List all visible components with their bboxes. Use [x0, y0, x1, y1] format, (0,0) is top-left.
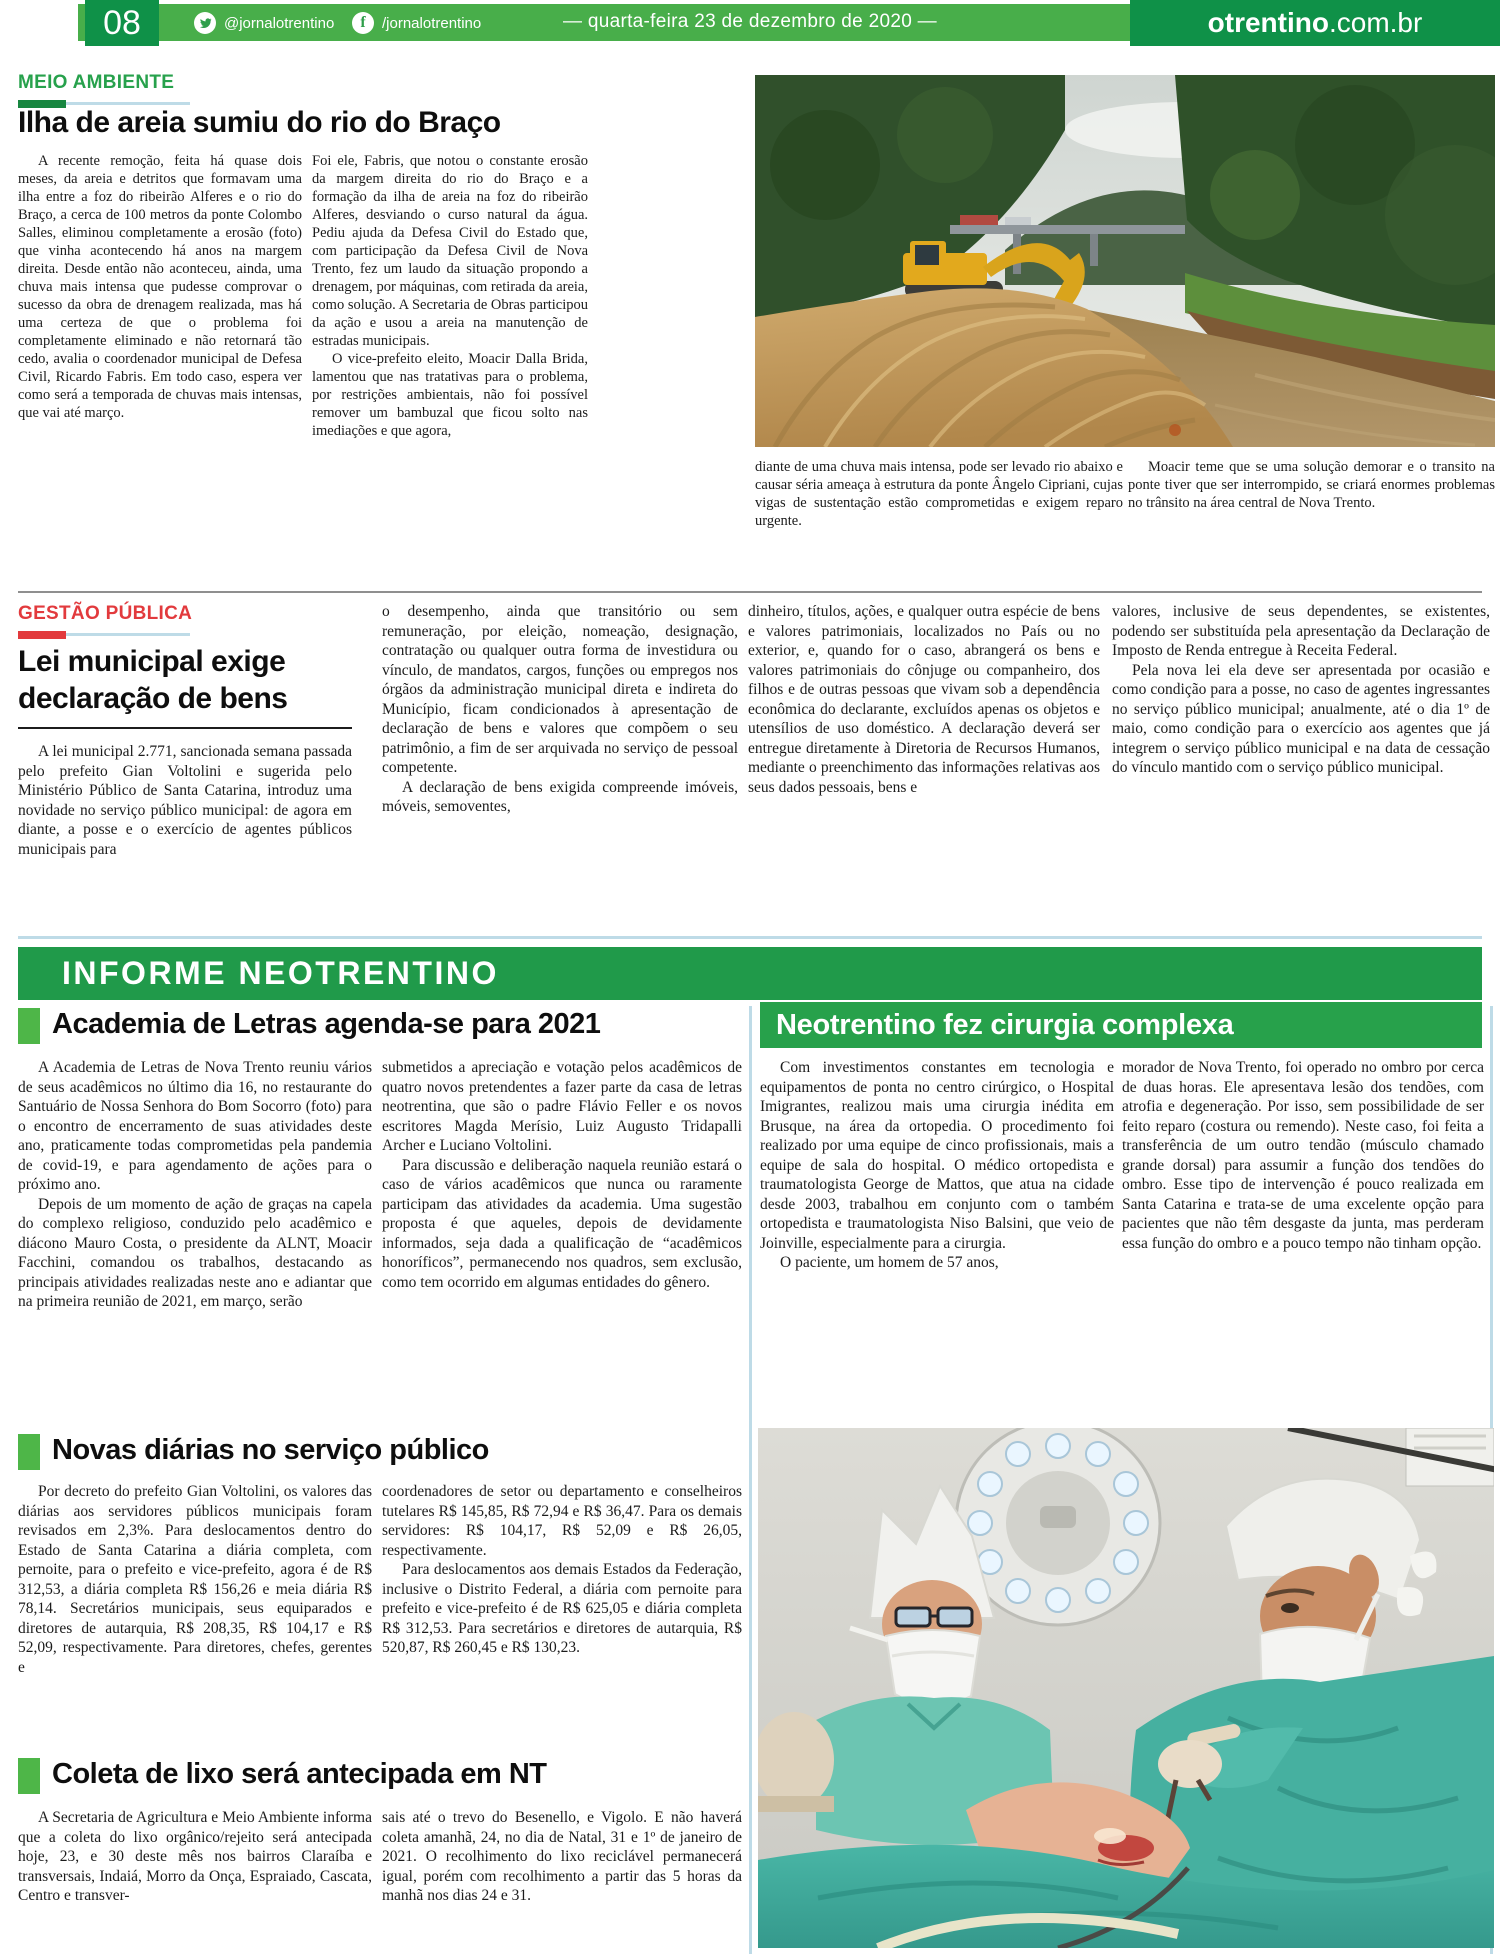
- body-paragraph: A Academia de Letras de Nova Trento reuniu vários de seus acadêmicos no último dia 16, no restaurante do Santuário de Nossa Senhora do Bom Socorro (foto) para o encontro de encerramento de suas atividades deste ano, praticamente todas comprometidas pela pandemia de covid-19, e para agendamento de ações para o próximo ano.: [18, 1059, 372, 1193]
- kicker-bar-line: [66, 633, 190, 636]
- edition-dateline: — quarta-feira 23 de dezembro de 2020 —: [563, 11, 937, 32]
- body-paragraph: O paciente, um homem de 57 anos,: [780, 1254, 999, 1271]
- facebook-handle: /jornalotrentino: [382, 15, 482, 32]
- cirurgia-column-2: [1122, 1058, 1484, 1420]
- body-paragraph: Por decreto do prefeito Gian Voltolini, os valores das diárias aos servidores públicos municipais foram revisados em 2,3%. Para deslocamentos dentro do Estado de Santa Catarina a diária completa, com pernoite, para o prefeito e vice-prefeito, agora é de R$ 312,53, a diária completa R$ 156,26 e meia diária R$ 78,14. Secretários municipais, seus equiparados e diretores de autarquia, R$ 208,35, R$ 104,17 e R$ 52,09, respectivamente. Para diretores, chefes, gerentes e: [18, 1483, 372, 1676]
- body-paragraph: Pela nova lei ela deve ser apresentada por ocasião e como condição para a posse, no caso de agentes ingressantes no serviço público municipal; anualmente, até o dia 1º de maio, como condição para o exercício aos agentes que já integrem o serviço público municipal e na data de cessação do vínculo mantido com o serviço público municipal.: [1112, 661, 1490, 776]
- coleta-column-1: [18, 1808, 372, 1954]
- body-paragraph: diante de uma chuva mais intensa, pode ser levado rio abaixo e causar séria ameaça à estrutura da ponte Ângelo Cipriani, cujas vigas de sustentação estão comprometidas e exigem reparo urgente.: [755, 459, 1123, 529]
- body-paragraph: A Secretaria de Agricultura e Meio Ambiente informa que a coleta do lixo orgânico/rejeito será antecipada hoje, 23, e 30 deste mês nos bairros Claraíba e transversais, Indaiá, Morro da Onça, Espraiado, Cascata, Centro e transver-: [18, 1809, 372, 1904]
- article1-column-4: [1128, 458, 1495, 580]
- body-paragraph: A declaração de bens exigida compreende imóveis, móveis, semoventes,: [382, 778, 738, 815]
- body-paragraph: A recente remoção, feita há quase dois meses, da areia e detritos que formavam uma ilha entre a foz do ribeirão Alferes e o rio do Braço, a cerca de 100 metros da ponte Colombo Salles, eliminou completamente a erosão (foto) que vinha acontecendo há anos na margem direita. Desde então não aconteceu, ainda, uma chuva mais intensa que pudesse comprovar o sucesso da obra de drenagem realizada, mas há uma certeza de que o problema foi completamente eliminado e não retornará tão cedo, avalia o coordenador municipal de Defesa Civil, Ricardo Fabris. Em todo caso, espera ver como será a temporada de chuvas mais intensas, que vai até março.: [18, 153, 302, 421]
- site-logo-bold: otrentino: [1207, 7, 1329, 38]
- twitter-icon: [194, 12, 216, 34]
- body-paragraph: dinheiro, títulos, ações, e qualquer outra espécie de bens e valores patrimoniais, localizados no País ou no exterior, e, quando for o caso, abrangerá os bens e valores patrimoniais do cônjuge ou companheiro, dos filhos e de outras pessoas que vivam sob a dependência econômica do declarante, excluídos apenas os objetos e utensílios de uso doméstico. A declaração deverá ser entregue diretamente à Diretoria de Recursos Humanos, mediante o preenchimento das informações relativas aos seus dados pessoais, bens e: [748, 603, 1100, 796]
- body-paragraph: Depois de um momento de ação de graças na capela do complexo religioso, conduzido pelo acadêmico e diácono Mauro Costa, o presidente da ALNT, Moacir Facchini, comandou os trabalhos, destacando as principais atividades realizadas neste ano e adiantar que na primeira reunião de 2021, em março, serão: [18, 1195, 372, 1310]
- body-paragraph: Foi ele, Fabris, que notou o constante erosão da margem direita do rio do Braço e a formação da ilha de areia na foz do ribeirão Alferes, desviando o curso natural da água. Pediu ajuda da Defesa Civil do Estado que, com participação da Defesa Civil de Nova Trento, fez um laudo da situação propondo a drenagem, por máquinas, com retirada da areia, como solução. A Secretaria de Obras participou da ação e usou a areia na manutenção de estradas municipais.: [312, 153, 588, 349]
- article2-column-1: [18, 742, 352, 932]
- diarias-column-1: [18, 1482, 372, 1752]
- site-logo: [1130, 0, 1500, 46]
- article2-column-3: [748, 602, 1100, 932]
- cirurgia-column-1: [760, 1058, 1114, 1420]
- column-divider-line: [749, 1006, 752, 1954]
- kicker-bar-red: [18, 631, 66, 639]
- facebook-icon: f: [352, 12, 374, 34]
- body-paragraph: O vice-prefeito eleito, Moacir Dalla Brida, lamentou que nas tratativas para o problema, por restrições ambientais, não foi possível remover um bambuzal que ficou solto nas imediações e que agora,: [312, 351, 588, 439]
- body-paragraph: morador de Nova Trento, foi operado no ombro por cerca de duas horas. Ele apresentava lesão dos tendões, com atrofia e degeneração. Por isso, sem possibilidade de ser feito reparo (costura ou remendo). Neste caso, foi feita a transferência de um outro tendão (músculo chamado grande dorsal) para assumir a função dos tendões do ombro. Esse tipo de intervenção é pouco realizada em Santa Catarina e trata-se de uma excelente opção para pacientes que não têm desgaste da junta, mas perderam essa função do ombro e a pouco tempo não tinham opção.: [1122, 1059, 1484, 1252]
- headline-coleta: Coleta de lixo será antecipada em NT: [52, 1758, 547, 1790]
- body-paragraph: Com investimentos constantes em tecnologia e equipamentos de ponta no centro cirúrgico, o Hospital Imigrantes, realizou mais uma cirurgia inédita em Brusque, na área da ortopedia. O procedimento foi realizado por uma equipe de cinco profissionais, mais a equipe de sala do hospital. O médico ortopedista e traumatologista George de Mattos, que atua na cidade desde 2003, trabalhou em conjunto com o também ortopedista e traumatologista Niso Balsini, que veio de Joinville, especialmente para a cirurgia.: [760, 1059, 1114, 1252]
- article2-column-2: [382, 602, 738, 932]
- section-kicker-meio-ambiente: MEIO AMBIENTE: [18, 72, 175, 93]
- body-paragraph: sais até o trevo do Besenello, e Vigolo. E não haverá coleta amanhã, 24, no dia de Natal, 31 e 1º de janeiro de 2021. O recolhimento do lixo reciclável permanecerá igual, porém com recolhimento a partir das 5 horas da manhã nos dias 24 e 31.: [382, 1809, 742, 1904]
- river-dredging-photo: [755, 75, 1495, 447]
- body-paragraph: submetidos a apreciação e votação pelos acadêmicos de quatro novos pretendentes a fazer parte da casa de letras neotrentina, que são o padre Flávio Feller e os novos escritores Magda Merísio, Luiz Augusto Tridapalli Archer e Luciano Voltolini.: [382, 1059, 742, 1154]
- section-divider-rule: [18, 591, 1482, 593]
- body-paragraph: o desempenho, ainda que transitório ou sem remuneração, por eleição, nomeação, designação, contratação ou qualquer outra forma de investidura ou vínculo, de mandatos, cargos, funções ou empregos nos órgãos da administração municipal direta e indireta do Município, ficam condicionados à apresentação de declaração de bens e valores que compõem o seu patrimônio, a fim de ser arquivada no serviço de pessoal competente.: [382, 603, 738, 776]
- article1-column-1: [18, 152, 302, 458]
- article2-column-4: [1112, 602, 1490, 932]
- kicker-bar-line: [66, 102, 190, 105]
- headline-cirurgia-bar: Neotrentino fez cirurgia complexa: [760, 1002, 1482, 1048]
- surgery-photo: [758, 1428, 1494, 1948]
- section-kicker-gestao-publica: GESTÃO PÚBLICA: [18, 603, 193, 624]
- page-number: 08: [85, 0, 159, 46]
- headline-diarias: Novas diárias no serviço público: [52, 1434, 489, 1466]
- academia-column-2: [382, 1058, 742, 1418]
- body-paragraph: coordenadores de setor ou departamento e conselheiros tutelares R$ 145,85, R$ 72,94 e R$ 36,47. Para os demais servidores: R$ 104,17, R$ 52,09 e R$ 26,05, respectivamente.: [382, 1483, 742, 1559]
- headline-bullet: [18, 1008, 40, 1044]
- headline-ilha-de-areia: Ilha de areia sumiu do rio do Braço: [18, 106, 501, 139]
- article1-column-2: [312, 152, 588, 458]
- headline-bullet: [18, 1434, 40, 1470]
- body-paragraph: Moacir teme que se uma solução demorar e o transito na ponte tiver que ser interrompido, se criará enormes problemas no trânsito na área central de Nova Trento.: [1128, 459, 1495, 511]
- twitter-handle: @jornalotrentino: [224, 15, 335, 32]
- headline-lei-municipal: Lei municipal exige declaração de bens: [18, 645, 288, 715]
- coleta-column-2: [382, 1808, 742, 1954]
- academia-column-1: [18, 1058, 372, 1418]
- headline-underline: [18, 727, 352, 729]
- body-paragraph: valores, inclusive de seus dependentes, se existentes, podendo ser substituída pela apresentação da Declaração de Imposto de Renda entregue à Receita Federal.: [1112, 603, 1490, 659]
- body-paragraph: A lei municipal 2.771, sancionada semana passada pelo prefeito Gian Voltolini e sugerida pelo Ministério Público de Santa Catarina, introduz uma novidade no serviço público municipal: de agora em diante, a posse e o exercício de agentes públicos municipais para: [18, 743, 352, 858]
- site-logo-rest: .com.br: [1328, 7, 1423, 38]
- diarias-column-2: [382, 1482, 742, 1752]
- body-paragraph: Para discussão e deliberação naquela reunião estará o caso de vários acadêmicos que nunca ou raramente participam das atividades da academia. Uma sugestão proposta é que aqueles, depois de devidamente informados, seja dada a qualificação de “acadêmicos honoríficos”, permanecendo nos quadros, sem exclusão, como tem ocorrido em algumas entidades do gênero.: [382, 1156, 742, 1291]
- article1-column-3: [755, 458, 1123, 580]
- headline-academia: Academia de Letras agenda-se para 2021: [52, 1008, 601, 1040]
- light-blue-divider: [18, 936, 1482, 939]
- headline-bullet: [18, 1758, 40, 1794]
- body-paragraph: Para deslocamentos aos demais Estados da Federação, inclusive o Distrito Federal, a diária com pernoite para prefeito e vice-prefeito é de R$ 625,05 e diária completa R$ 312,53. Para secretários e diretores de autarquia, R$ 520,87, R$ 260,45 e R$ 130,23.: [382, 1561, 742, 1656]
- informe-neotrentino-banner: INFORME NEOTRENTINO: [18, 947, 1482, 1000]
